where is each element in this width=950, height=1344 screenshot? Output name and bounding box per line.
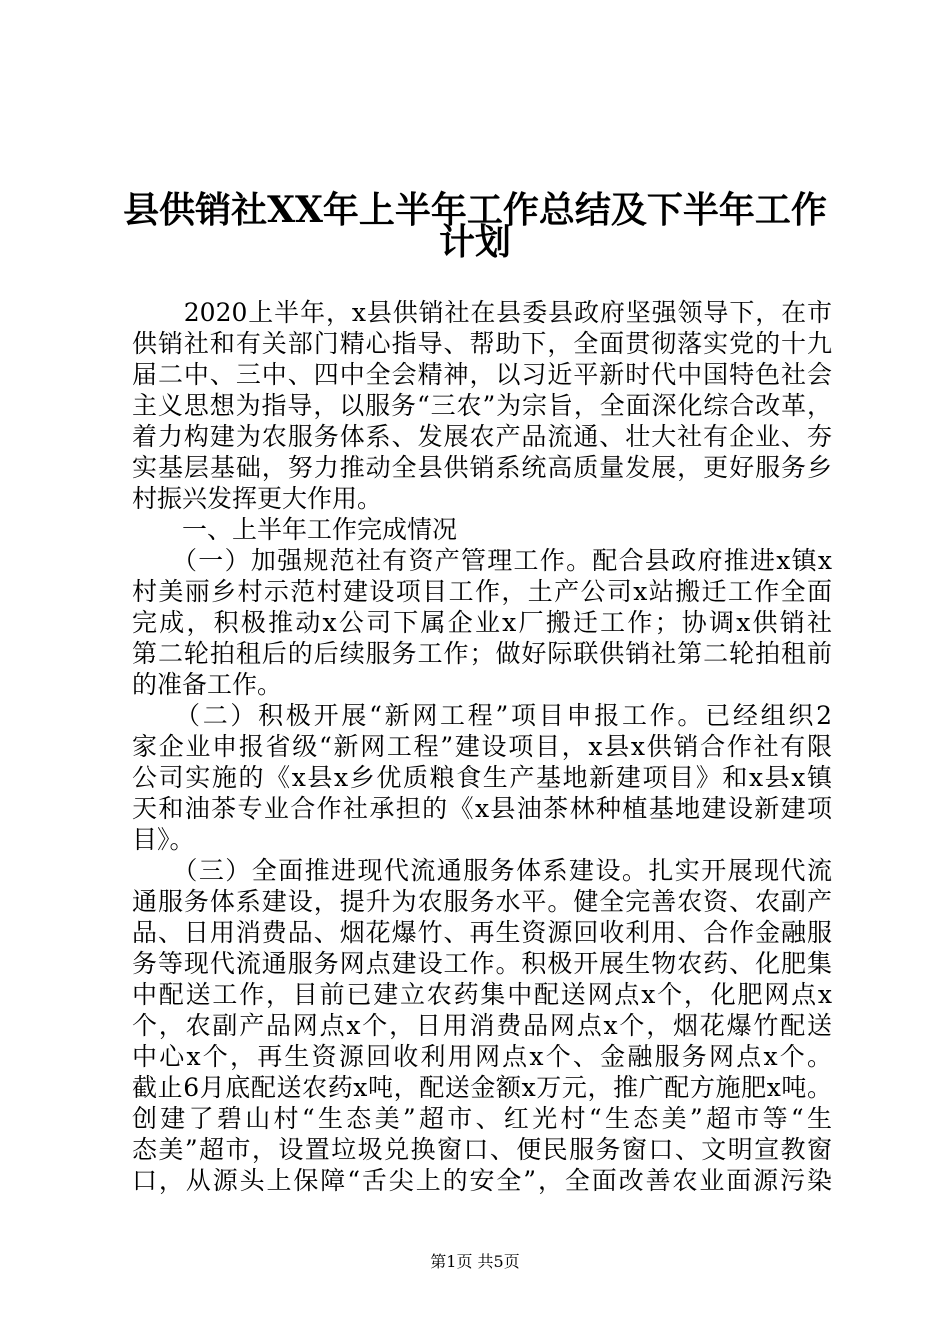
page-number-footer: 第1页 共5页: [430, 1252, 520, 1271]
body-line: （一）加强规范社有资产管理工作。配合县政府推进x镇x: [132, 546, 832, 575]
body-line: 态美”超市，设置垃圾兑换窗口、便民服务窗口、文明宣教窗: [132, 1135, 832, 1164]
body-line: 村美丽乡村示范村建设项目工作，土产公司x站搬迁工作全面: [132, 577, 832, 606]
body-line: 2020上半年，x县供销社在县委县政府坚强领导下，在市: [132, 298, 832, 327]
body-line: （二）积极开展“新网工程”项目申报工作。已经组织2: [132, 701, 832, 730]
body-line: 品、日用消费品、烟花爆竹、再生资源回收利用、合作金融服: [132, 918, 832, 947]
body-line: 的准备工作。: [132, 670, 283, 699]
body-line: 中配送工作，目前已建立农药集中配送网点x个，化肥网点x: [132, 980, 832, 1009]
body-line: 实基层基础，努力推动全县供销系统高质量发展，更好服务乡: [132, 453, 832, 482]
body-line: 通服务体系建设，提升为农服务水平。健全完善农资、农副产: [132, 887, 832, 916]
body-line: 截止6月底配送农药x吨，配送金额x万元，推广配方施肥x吨。: [132, 1073, 832, 1102]
body-line: 目》。: [132, 825, 195, 854]
body-line: 村振兴发挥更大作用。: [132, 484, 383, 513]
body-line: 口，从源头上保障“舌尖上的安全”，全面改善农业面源污染: [132, 1166, 832, 1195]
body-line: 创建了碧山村“生态美”超市、红光村“生态美”超市等“生: [132, 1104, 832, 1133]
section-heading: 一、上半年工作完成情况: [132, 515, 458, 544]
body-line: （三）全面推进现代流通服务体系建设。扎实开展现代流: [132, 856, 832, 885]
body-line: 公司实施的《x县x乡优质粮食生产基地新建项目》和x县x镇: [132, 763, 832, 792]
body-line: 个，农副产品网点x个，日用消费品网点x个，烟花爆竹配送: [132, 1011, 832, 1040]
body-line: 届二中、三中、四中全会精神，以习近平新时代中国特色社会: [132, 360, 832, 389]
document-title-line-1: 县供销社XX年上半年工作总结及下半年工作: [123, 189, 827, 231]
body-line: 供销社和有关部门精心指导、帮助下，全面贯彻落实党的十九: [132, 329, 832, 358]
body-line: 第二轮拍租后的后续服务工作；做好际联供销社第二轮拍租前: [132, 639, 832, 668]
body-line: 着力构建为农服务体系、发展农产品流通、壮大社有企业、夯: [132, 422, 832, 451]
body-line: 完成，积极推动x公司下属企业x厂搬迁工作；协调x供销社: [132, 608, 832, 637]
body-line: 中心x个，再生资源回收利用网点x个、金融服务网点x个。: [132, 1042, 832, 1071]
body-line: 主义思想为指导，以服务“三农”为宗旨，全面深化综合改革，: [132, 391, 832, 420]
document-title-line-2: 计划: [438, 221, 511, 263]
body-line: 务等现代流通服务网点建设工作。积极开展生物农药、化肥集: [132, 949, 832, 978]
body-line: 家企业申报省级“新网工程”建设项目，x县x供销合作社有限: [132, 732, 832, 761]
body-line: 天和油茶专业合作社承担的《x县油茶林种植基地建设新建项: [132, 794, 832, 823]
